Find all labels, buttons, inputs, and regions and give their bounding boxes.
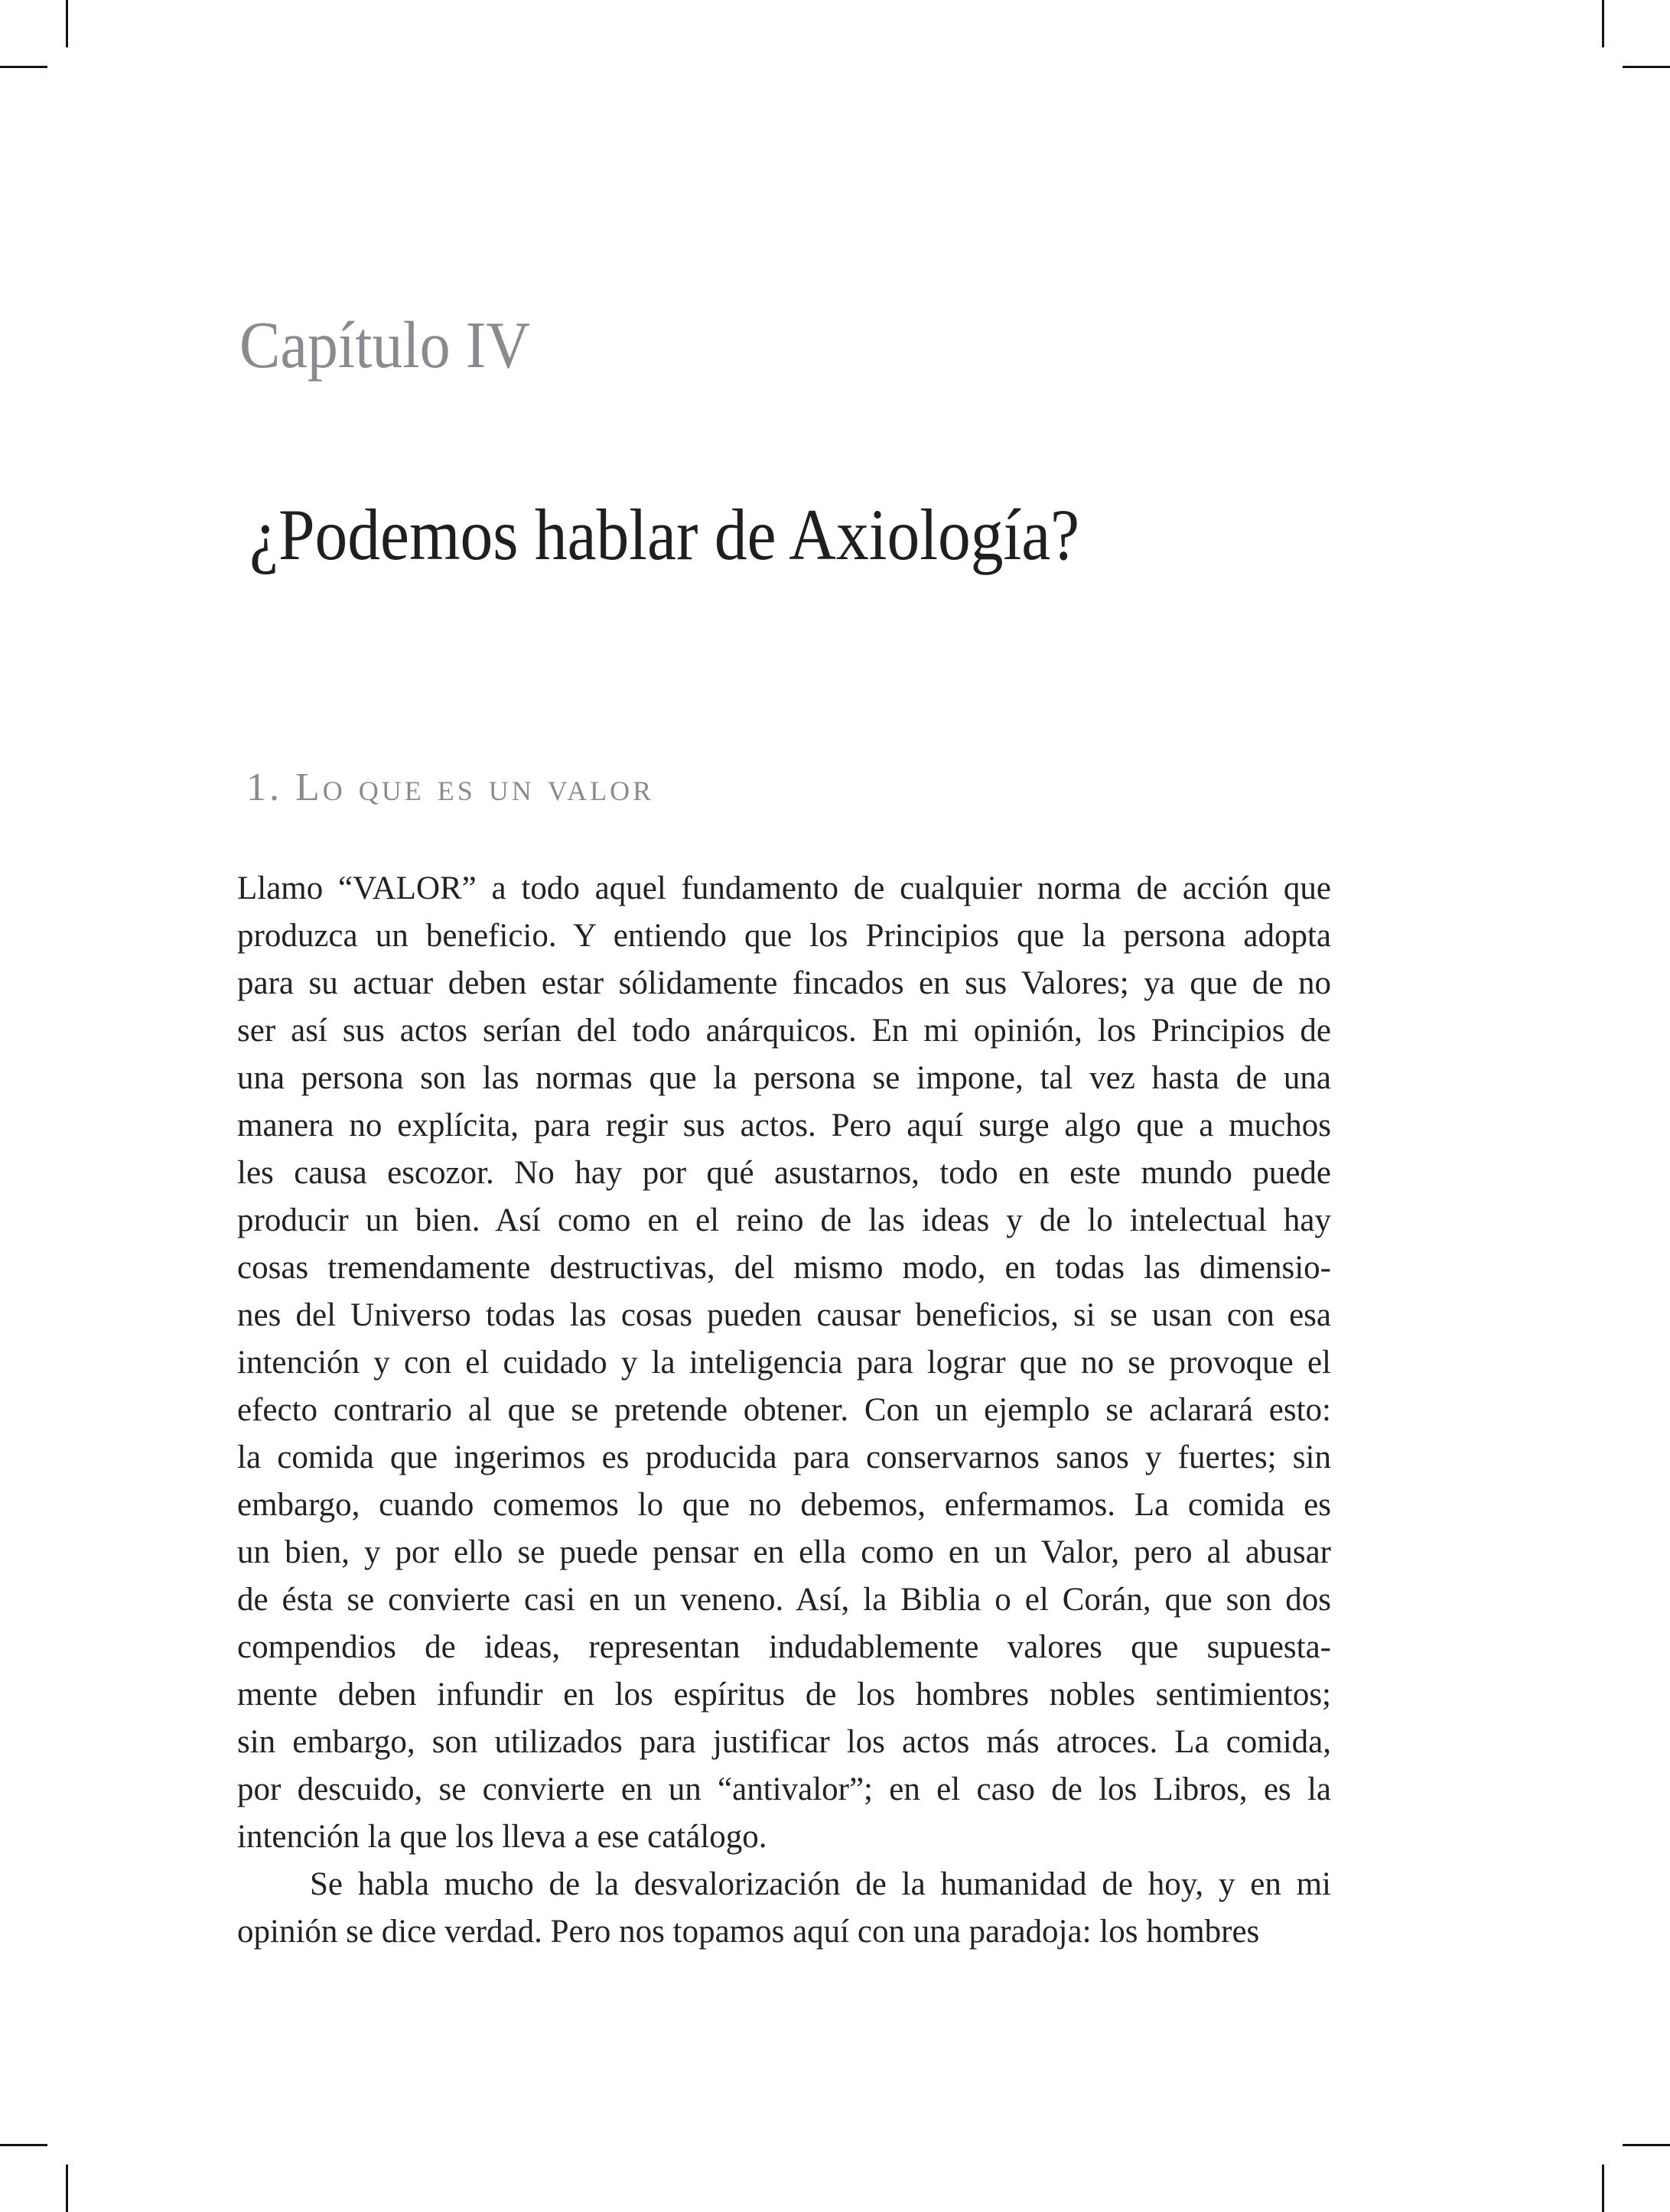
body-line: la comida que ingerimos es producida para conservarnos sanos y fuertes; sin bbox=[237, 1439, 1331, 1475]
body-line: mente deben infundir en los espíritus de los hombres nobles sentimientos; bbox=[237, 1677, 1331, 1713]
crop-mark-top-left-vertical bbox=[66, 0, 68, 47]
body-line: producir un bien. Así como en el reino de las ideas y de lo intelectual hay bbox=[237, 1202, 1331, 1238]
crop-mark-bottom-right-vertical bbox=[1602, 2165, 1604, 2212]
body-line: cosas tremendamente destructivas, del mismo modo, en todas las dimensio- bbox=[237, 1250, 1331, 1286]
body-line: por descuido, se convierte en un “antivalor”; en el caso de los Libros, es la bbox=[237, 1771, 1331, 1807]
body-line: embargo, cuando comemos lo que no debemos, enfermamos. La comida es bbox=[237, 1487, 1331, 1523]
body-line: ser así sus actos serían del todo anárquicos. En mi opinión, los Principios de bbox=[237, 1013, 1331, 1049]
body-line: Llamo “VALOR” a todo aquel fundamento de cualquier norma de acción que bbox=[237, 870, 1331, 906]
body-line: nes del Universo todas las cosas pueden causar beneficios, si se usan con esa bbox=[237, 1297, 1331, 1333]
crop-mark-bottom-left-horizontal bbox=[0, 2144, 47, 2146]
body-line: intención y con el cuidado y la inteligencia para lograr que no se provoque el bbox=[237, 1345, 1331, 1381]
body-line: efecto contrario al que se pretende obtener. Con un ejemplo se aclarará esto: bbox=[237, 1392, 1331, 1428]
body-line: sin embargo, son utilizados para justificar los actos más atroces. La comida, bbox=[237, 1724, 1331, 1760]
crop-mark-bottom-left-vertical bbox=[66, 2165, 68, 2212]
body-line: manera no explícita, para regir sus actos. Pero aquí surge algo que a muchos bbox=[237, 1108, 1331, 1143]
crop-mark-top-right-vertical bbox=[1602, 0, 1604, 47]
crop-mark-top-left-horizontal bbox=[0, 66, 47, 68]
crop-mark-bottom-right-horizontal bbox=[1623, 2144, 1670, 2146]
body-line: produzca un beneficio. Y entiendo que los Principios que la persona adopta bbox=[237, 918, 1331, 954]
page-title: ¿Podemos hablar de Axiología? bbox=[249, 494, 1080, 575]
body-line: Se habla mucho de la desvalorización de la humanidad de hoy, y en mi bbox=[310, 1866, 1331, 1902]
body-line: les causa escozor. No hay por qué asustarnos, todo en este mundo puede bbox=[237, 1155, 1331, 1191]
crop-mark-top-right-horizontal bbox=[1623, 66, 1670, 68]
body-line: compendios de ideas, representan indudablemente valores que supuesta- bbox=[237, 1629, 1331, 1665]
chapter-label: Capítulo IV bbox=[239, 307, 531, 382]
body-line: una persona son las normas que la persona se impone, tal vez hasta de una bbox=[237, 1060, 1331, 1096]
body-line: intención la que los lleva a ese catálogo. bbox=[237, 1819, 767, 1855]
body-line: opinión se dice verdad. Pero nos topamos aquí con una paradoja: los hombres bbox=[237, 1914, 1260, 1950]
section-heading: 1. Lo que es un valor bbox=[246, 766, 655, 809]
body-line: para su actuar deben estar sólidamente fincados en sus Valores; ya que de no bbox=[237, 965, 1331, 1001]
body-text bbox=[237, 865, 1331, 1956]
body-line: de ésta se convierte casi en un veneno. Así, la Biblia o el Corán, que son dos bbox=[237, 1582, 1331, 1618]
body-line: un bien, y por ello se puede pensar en ella como en un Valor, pero al abusar bbox=[237, 1534, 1331, 1570]
